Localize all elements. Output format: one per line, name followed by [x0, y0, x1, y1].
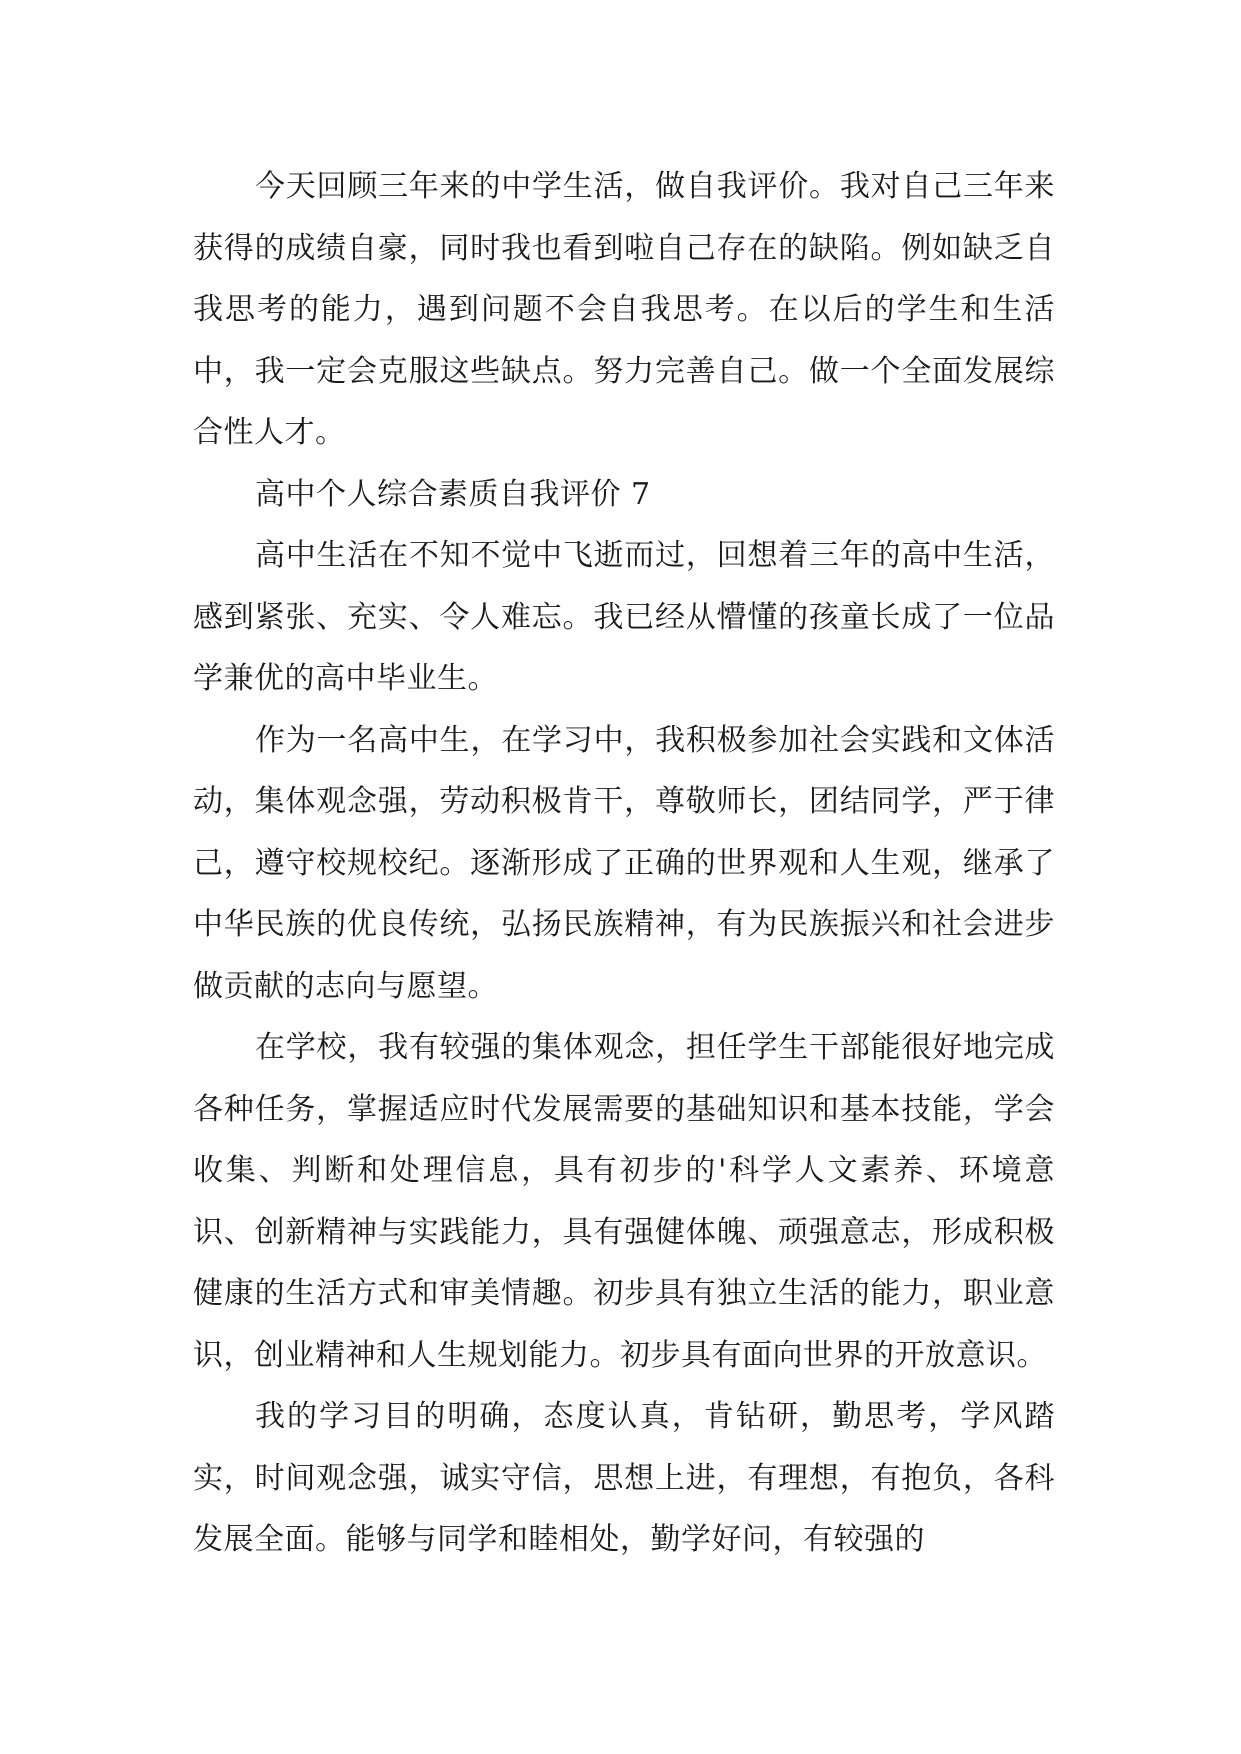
paragraph: 我的学习目的明确，态度认真，肯钻研，勤思考，学风踏实，时间观念强，诚实守信，思想上进，有理想，有抱负，各科发展全面。能够与同学和睦相处，勤学好问，有较强的 [193, 1399, 1055, 1557]
paragraph: 在学校，我有较强的集体观念，担任学生干部能很好地完成各种任务，掌握适应时代发展需要的基础知识和基本技能，学会收集、判断和处理信息，具有初步的'科学人文素养、环境意识、创新精神与实践能力，具有强健体魄、顽强意志，形成积极健康的生活方式和审美情趣。初步具有独立生活的能力，职业意识，创业精神和人生规划能力。初步具有面向世界的开放意识。 [193, 1030, 1055, 1373]
paragraph: 高中生活在不知不觉中飞逝而过，回想着三年的高中生活，感到紧张、充实、令人难忘。我已经从懵懂的孩童长成了一位品学兼优的高中毕业生。 [193, 538, 1055, 696]
section-heading: 高中个人综合素质自我评价 7 [255, 476, 651, 512]
paragraph: 作为一名高中生，在学习中，我积极参加社会实践和文体活动，集体观念强，劳动积极肯干，尊敬师长，团结同学，严于律己，遵守校规校纪。逐渐形成了正确的世界观和人生观，继承了中华民族的优良传统，弘扬民族精神，有为民族振兴和社会进步做贡献的志向与愿望。 [193, 722, 1055, 1004]
document-body [193, 156, 1055, 1571]
paragraph-intro: 今天回顾三年来的中学生活，做自我评价。我对自己三年来获得的成绩自豪，同时我也看到啦自己存在的缺陷。例如缺乏自我思考的能力，遇到问题不会自我思考。在以后的学生和生活中，我一定会克服这些缺点。努力完善自己。做一个全面发展综合性人才。 [193, 169, 1055, 450]
